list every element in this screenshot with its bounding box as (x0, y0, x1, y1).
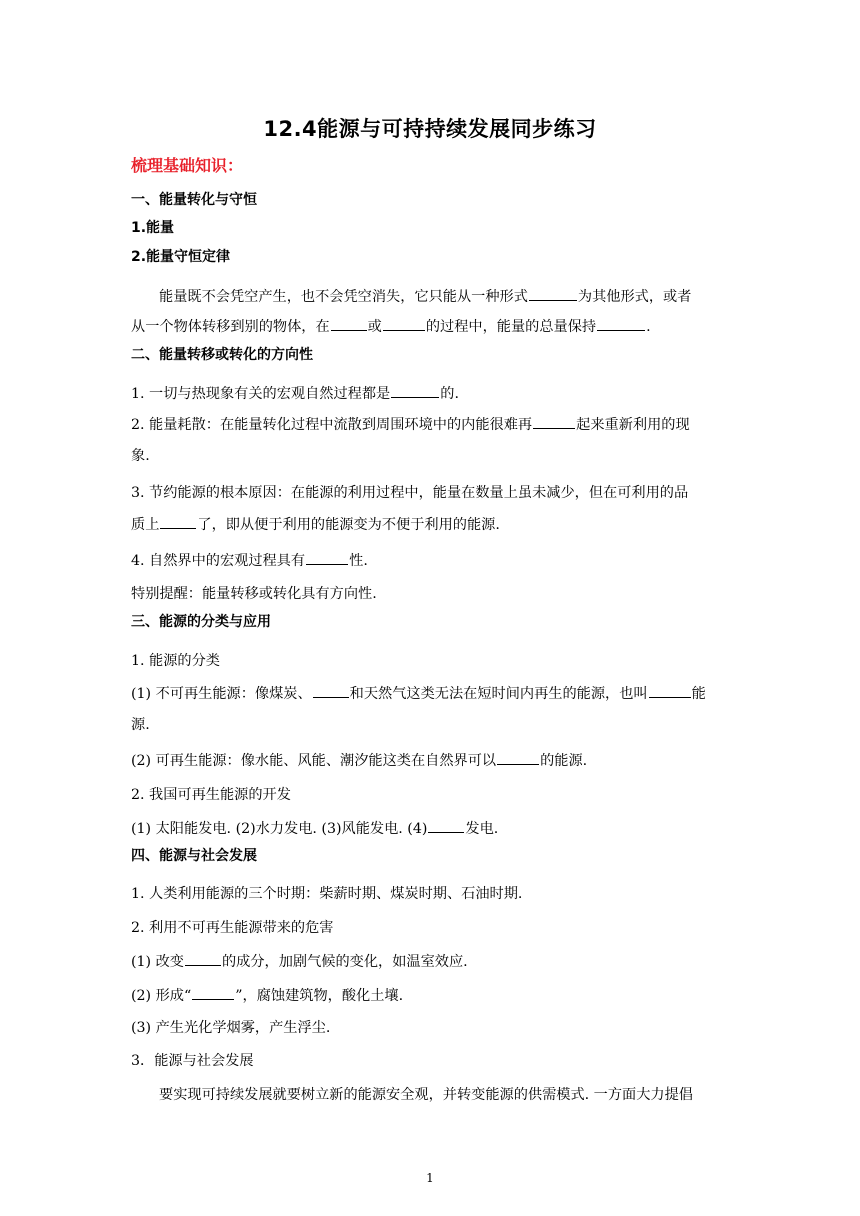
text-fragment: 的成分，加剧气候的变化，如温室效应. (221, 954, 468, 970)
fill-blank[interactable] (497, 750, 539, 765)
list-item-continued (131, 514, 731, 535)
special-note: 特别提醒：能量转移或转化具有方向性. (131, 586, 377, 602)
list-item-continued: 源. (131, 717, 150, 733)
fill-blank[interactable] (313, 683, 349, 698)
fill-blank[interactable] (306, 550, 348, 565)
text-fragment: 或 (367, 319, 382, 335)
page-number: 1 (426, 1171, 434, 1185)
text-fragment: (1) 太阳能发电. (2)水力发电. (3)风能发电. (4) (131, 821, 428, 837)
paragraph-line (131, 316, 731, 337)
text-fragment: 和天然气这类无法在短时间内再生的能源，也叫 (349, 686, 648, 702)
list-item (131, 383, 731, 404)
list-item (131, 683, 731, 704)
section-heading: 梳理基础知识： (131, 156, 244, 175)
document-title: 12.4能源与可持持续发展同步练习 (263, 117, 597, 141)
list-item: 1. 人类利用能源的三个时期：柴薪时期、煤炭时期、石油时期. (131, 886, 523, 902)
heading-energy-classification: 三、能源的分类与应用 (131, 614, 271, 630)
list-item (131, 414, 731, 435)
text-fragment: 的. (440, 386, 459, 402)
text-fragment: 为其他形式，或者 (577, 289, 692, 305)
text-fragment: 质上 (131, 517, 160, 533)
list-item-continued: 象. (131, 448, 150, 464)
list-item: 2. 利用不可再生能源带来的危害 (131, 920, 334, 936)
paragraph-line (159, 286, 731, 307)
paragraph-line: 要实现可持续发展就要树立新的能源安全观，并转变能源的供需模式. 一方面大力提倡 (159, 1087, 693, 1103)
item-energy: 1.能量 (131, 220, 175, 236)
text-fragment: 发电. (465, 821, 499, 837)
text-fragment: 的过程中，能量的总量保持 (425, 319, 597, 335)
list-item (131, 750, 731, 771)
text-fragment: (2) 可再生能源：像水能、风能、潮汐能这类在自然界可以 (131, 753, 497, 769)
text-fragment: 性. (349, 553, 368, 569)
fill-blank[interactable] (597, 316, 645, 331)
list-item (131, 550, 731, 571)
heading-energy-conservation: 一、能量转化与守恒 (131, 192, 257, 208)
heading-energy-society: 四、能源与社会发展 (131, 848, 257, 864)
fill-blank[interactable] (533, 414, 575, 429)
list-item: 3．能源与社会发展 (131, 1053, 254, 1069)
text-fragment: ”，腐蚀建筑物，酸化土壤. (235, 988, 404, 1004)
text-fragment: . (646, 319, 651, 335)
text-fragment: 了，即从便于利用的能源变为不便于利用的能源. (197, 517, 500, 533)
fill-blank[interactable] (383, 316, 425, 331)
text-fragment: (2) 形成“ (131, 988, 192, 1004)
text-fragment: 4. 自然界中的宏观过程具有 (131, 553, 306, 569)
heading-energy-direction: 二、能量转移或转化的方向性 (131, 347, 313, 363)
fill-blank[interactable] (529, 286, 577, 301)
fill-blank[interactable] (428, 818, 464, 833)
text-fragment: 能量既不会凭空产生，也不会凭空消失，它只能从一种形式 (159, 289, 528, 305)
fill-blank[interactable] (331, 316, 367, 331)
list-item (131, 985, 731, 1006)
text-fragment: 1. 一切与热现象有关的宏观自然过程都是 (131, 386, 391, 402)
item-conservation-law: 2.能量守恒定律 (131, 249, 231, 265)
fill-blank[interactable] (649, 683, 691, 698)
list-item: 2. 我国可再生能源的开发 (131, 787, 291, 803)
list-item: (3) 产生光化学烟雾，产生浮尘. (131, 1020, 331, 1036)
list-item (131, 951, 731, 972)
text-fragment: (1) 改变 (131, 954, 184, 970)
text-fragment: 的能源. (540, 753, 588, 769)
fill-blank[interactable] (160, 514, 196, 529)
fill-blank[interactable] (192, 985, 234, 1000)
list-item: 1. 能源的分类 (131, 653, 220, 669)
fill-blank[interactable] (185, 951, 221, 966)
list-item: 3. 节约能源的根本原因：在能源的利用过程中，能量在数量上虽未减少，但在可利用的品 (131, 485, 689, 501)
fill-blank[interactable] (391, 383, 439, 398)
text-fragment: 起来重新利用的现 (576, 417, 690, 433)
list-item (131, 818, 731, 839)
text-fragment: 2. 能量耗散：在能量转化过程中流散到周围环境中的内能很难再 (131, 417, 533, 433)
text-fragment: 从一个物体转移到别的物体，在 (131, 319, 330, 335)
text-fragment: (1) 不可再生能源：像煤炭、 (131, 686, 312, 702)
text-fragment: 能 (691, 686, 706, 702)
